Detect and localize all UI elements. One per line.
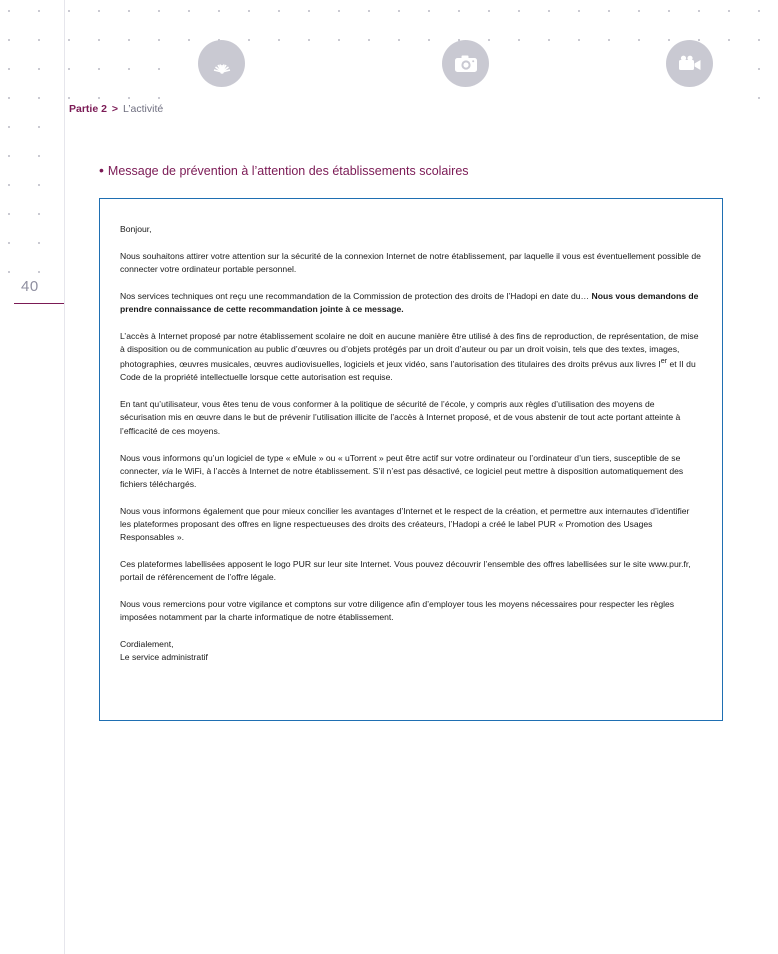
- letter-box: [99, 198, 723, 721]
- camera-icon: [442, 40, 489, 87]
- decorative-dot: [8, 271, 10, 273]
- decorative-dot: [38, 126, 40, 128]
- decorative-dot: [8, 184, 10, 186]
- decorative-dot: [128, 97, 130, 99]
- decorative-dot: [98, 10, 100, 12]
- section-heading: [99, 163, 469, 178]
- breadcrumb-section: L’activité: [122, 103, 164, 115]
- decorative-dot: [728, 10, 730, 12]
- decorative-dot: [758, 10, 760, 12]
- bullet-icon: •: [99, 162, 104, 178]
- section-heading-label: Message de prévention à l’attention des établissements scolaires: [107, 164, 469, 178]
- letter-paragraph-8: Nous vous remercions pour votre vigilance et comptons sur votre diligence afin d’employer tous les moyens nécessaires pour respecter les règles imposées notamment par la charte informatique de notre établissement.: [120, 599, 675, 623]
- letter-legal-tail: et II du Code de la propriété intellectuelle lorsque cette autorisation est requise.: [120, 359, 696, 383]
- decorative-dot: [38, 271, 40, 273]
- letter-legal-sup: er: [660, 357, 668, 366]
- decorative-dot: [38, 184, 40, 186]
- decorative-dot: [98, 97, 100, 99]
- letter-greeting: Bonjour,: [120, 224, 152, 234]
- decorative-dot: [698, 10, 700, 12]
- decorative-dot: [758, 97, 760, 99]
- letter-paragraph-5: [120, 452, 702, 491]
- letter-paragraph-1: Nous souhaitons attirer votre attention sur la sécurité de la connexion Internet de notre établissement, par laquelle il vous est éventuellement possible de connecter votre ordinateur portable personnel.: [120, 251, 701, 275]
- letter-paragraph-3-text: L’accès à Internet proposé par notre établissement scolaire ne doit en aucune manière être utilisé à des fins de reproduction, de représentation, de mise à disposition ou de communication au public d’œuvres ou d’objets protégés par un droit d’auteur ou par un droit voisin, tels que des textes, images, photographies, œuvres musicales, œuvres audiovisuelles, logiciels et jeux vidéo, sans l’autorisation des titulaires des droits prévus aux livres I: [120, 331, 699, 370]
- letter-software-text-2: le WiFi, à l’accès à Internet de notre établissement. S’il n’est pas désactivé, ce logiciel peut mettre à disposition automatiquement des fichiers téléchargés.: [120, 465, 684, 489]
- breadcrumb-separator: >: [111, 103, 119, 115]
- decorative-dot: [158, 97, 160, 99]
- decorative-dot: [548, 10, 550, 12]
- page-number-rule: [14, 303, 64, 304]
- page-number: 40: [21, 278, 39, 295]
- decorative-dot: [38, 242, 40, 244]
- decorative-dot: [68, 97, 70, 99]
- decorative-dot: [368, 10, 370, 12]
- decorative-dot: [8, 10, 10, 12]
- decorative-dot: [578, 10, 580, 12]
- letter-paragraph-3: [120, 330, 702, 384]
- video-camera-icon: [666, 40, 713, 87]
- decorative-dot: [68, 10, 70, 12]
- decorative-dot: [338, 10, 340, 12]
- decorative-dot: [8, 242, 10, 244]
- decorative-dot: [278, 10, 280, 12]
- letter-software-text-1: Nous vous informons qu’un logiciel de type « eMule » ou « uTorrent » peut être actif sur votre ordinateur ou l’ordinateur d’un tiers, susceptible de se connecter,: [120, 452, 681, 476]
- decorative-dot: [8, 97, 10, 99]
- letter-paragraph-4: En tant qu’utilisateur, vous êtes tenu de vous conformer à la politique de sécurité de l’école, y compris aux règles d’utilisation des moyens de sécurisation mis en œuvre dans le but de prévenir l’utilisation illicite de l’accès à Internet proposé, et de vous abstenir de tout acte portant atteinte à l’efficacité de ces moyens.: [120, 399, 681, 436]
- decorative-dot: [608, 10, 610, 12]
- letter-closing-2: Le service administratif: [120, 652, 208, 663]
- decorative-dot: [668, 10, 670, 12]
- decorative-dot: [428, 10, 430, 12]
- decorative-dot: [398, 10, 400, 12]
- decorative-dot: [38, 213, 40, 215]
- letter-closing-1: Cordialement,: [120, 639, 174, 650]
- decorative-dot: [188, 10, 190, 12]
- decorative-dot: [38, 10, 40, 12]
- decorative-dot: [488, 10, 490, 12]
- decorative-dot: [248, 10, 250, 12]
- letter-paragraph-6: Nous vous informons également que pour mieux concilier les avantages d’Internet et le respect de la création, et permettre aux internautes d’identifier les plateformes proposant des offres en ligne respectueuses des droits des créateurs, l’Hadopi a créé le label PUR « Promotion des Usages Responsables ».: [120, 505, 690, 542]
- letter-bold-request: Nous vous demandons de prendre connaissance de cette recommandation jointe à ce message.: [120, 291, 699, 315]
- decorative-dot: [638, 10, 640, 12]
- decorative-dot: [218, 10, 220, 12]
- decorative-dot: [158, 10, 160, 12]
- letter-paragraph-2: [120, 290, 702, 316]
- wifi-signal-icon: [198, 40, 245, 87]
- decorative-dot: [8, 126, 10, 128]
- breadcrumb: [69, 103, 163, 115]
- letter-paragraph-2-text: Nos services techniques ont reçu une recommandation de la Commission de protection des droits de l’Hadopi en date du…: [120, 291, 590, 302]
- decorative-dot: [8, 155, 10, 157]
- letter-body: [100, 199, 722, 664]
- letter-software-italic: via: [162, 465, 174, 476]
- icon-band: [0, 40, 778, 92]
- decorative-dot: [128, 10, 130, 12]
- decorative-dot: [458, 10, 460, 12]
- decorative-dot: [38, 97, 40, 99]
- decorative-dot: [518, 10, 520, 12]
- left-rail-divider: [64, 0, 65, 954]
- breadcrumb-part: Partie 2: [69, 103, 107, 115]
- decorative-dot: [308, 10, 310, 12]
- decorative-dot: [8, 213, 10, 215]
- letter-paragraph-7: Ces plateformes labellisées apposent le logo PUR sur leur site Internet. Vous pouvez découvrir l’ensemble des offres labellisées sur le site www.pur.fr, portail de référencement de l’offre légale.: [120, 558, 691, 583]
- decorative-dot: [38, 155, 40, 157]
